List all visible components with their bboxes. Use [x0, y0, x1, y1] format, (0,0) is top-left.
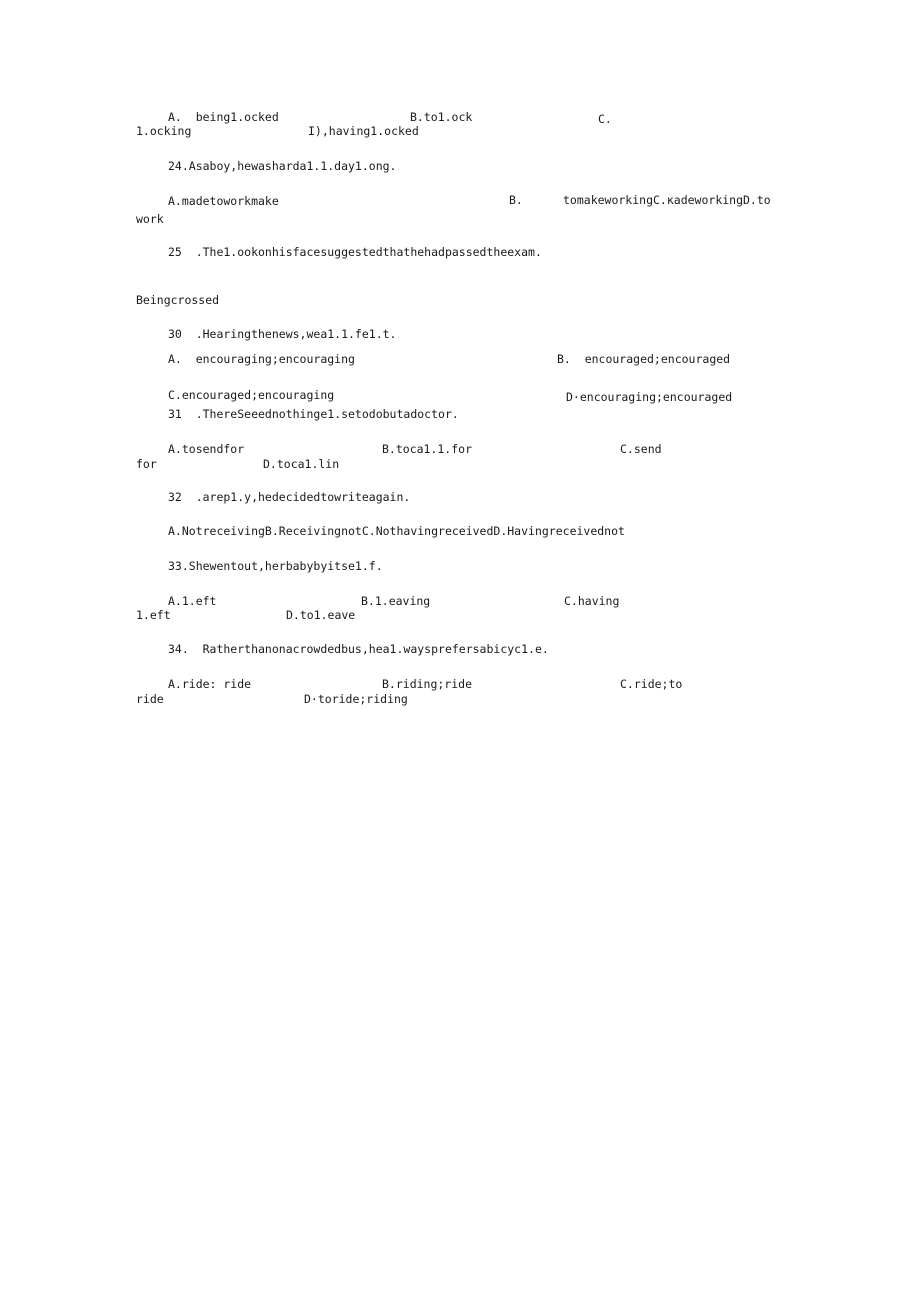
q34-option-c-cont: ride: [136, 692, 164, 706]
option-c-text: 1.ocking: [136, 124, 192, 138]
q33-option-d: D.to1.eave: [286, 608, 356, 622]
option-b-text: B.to1.ock: [410, 110, 473, 124]
q30-option-a: A. encouraging;encouraging: [168, 352, 355, 366]
q31-option-b: B.toca1.1.for: [382, 442, 473, 456]
q34-option-b: B.riding;ride: [382, 677, 473, 691]
q30-option-d: D·encouraging;encouraged: [566, 390, 733, 404]
answer-fragment: Beingcrossed: [136, 293, 220, 307]
q24-option-b-label: B.: [509, 193, 523, 207]
question-31: 31 .ThereSeeednothinge1.setodobutadoctor.: [168, 407, 459, 421]
q33-option-b: B.1.eaving: [361, 594, 431, 608]
q34-option-c: C.ride;to: [620, 677, 683, 691]
q33-option-a: A.1.eft: [168, 594, 217, 608]
q31-option-c-cont: for: [136, 457, 157, 471]
option-d-text: I),having1.ocked: [308, 124, 419, 138]
q34-option-d: D·toride;riding: [304, 692, 408, 706]
question-25: 25 .The1.ookonhisfacesuggestedthathehadpassedtheexam.: [168, 245, 542, 259]
q31-option-a: A.tosendfor: [168, 442, 245, 456]
question-24: 24.Asaboy,hewasharda1.1.day1.ong.: [168, 159, 397, 173]
q30-option-c: C.encouraged;encouraging: [168, 388, 335, 402]
q32-options: A.NotreceivingB.ReceivingnotC.NothavingreceivedD.Havingreceivednot: [168, 524, 625, 538]
q34-option-a: A.ride: ride: [168, 677, 252, 691]
option-c-label: C.: [598, 112, 612, 126]
q33-option-c: C.having: [564, 594, 620, 608]
q31-option-d: D.toca1.lin: [263, 457, 340, 471]
question-34: 34. Ratherthanonacrowdedbus,hea1.waysprefersabicyc1.e.: [168, 642, 549, 656]
q24-option-a: A.madetoworkmake: [168, 194, 279, 208]
q30-option-b: B. encouraged;encouraged: [557, 352, 731, 366]
question-30: 30 .Hearingthenews,wea1.1.fe1.t.: [168, 327, 397, 341]
question-33: 33.Shewentout,herbabybyitse1.f.: [168, 559, 383, 573]
q31-option-c: C.send: [620, 442, 662, 456]
q24-option-b-text: tomakeworkingC.кadeworkingD.to: [563, 193, 771, 207]
q24-option-d-cont: work: [136, 212, 164, 226]
option-a-text: A. being1.ocked: [168, 110, 279, 124]
q33-option-c-cont: 1.eft: [136, 608, 171, 622]
question-32: 32 .arep1.y,hedecidedtowriteagain.: [168, 490, 411, 504]
